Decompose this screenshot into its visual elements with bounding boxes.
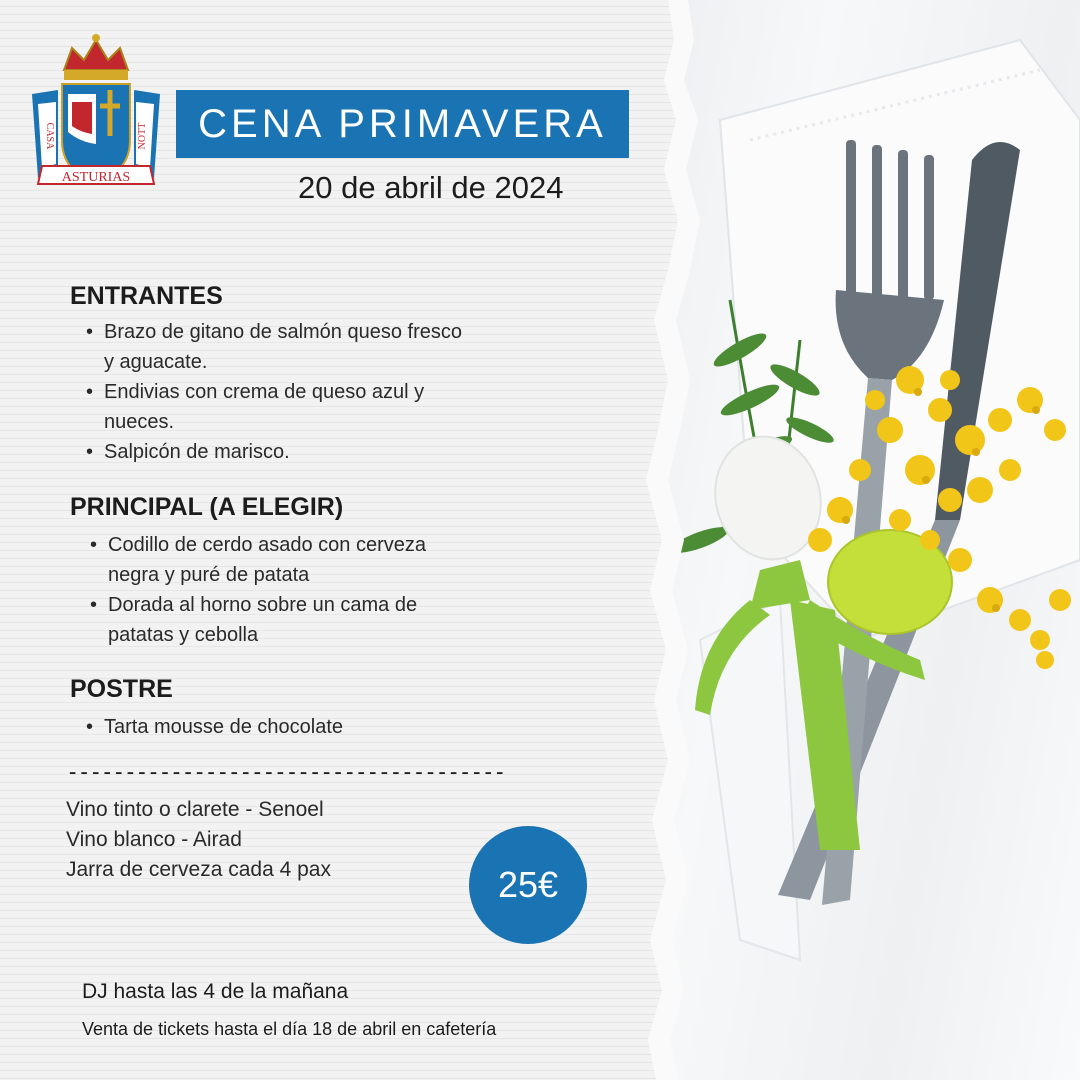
list-item-continuation: patatas y cebolla (108, 624, 259, 646)
list-principal (82, 530, 426, 650)
drink-item: Vino blanco - Airad (66, 828, 242, 851)
list-item-continuation: nueces. (104, 411, 175, 433)
list-postre (78, 712, 343, 742)
drinks-list (66, 795, 331, 885)
list-entrantes (78, 317, 462, 467)
svg-text:NOTT: NOTT (137, 122, 148, 150)
drink-item: Jarra de cerveza cada 4 pax (66, 858, 331, 881)
list-item: • Salpicón de marisco. (78, 437, 462, 467)
list-item: • Codillo de cerdo asado con cerveza (82, 530, 426, 560)
list-item-continuation: y aguacate. (104, 351, 208, 373)
dj-note: DJ hasta las 4 de la mañana (82, 980, 349, 1003)
svg-text:CASA: CASA (44, 122, 55, 150)
section-title-principal: PRINCIPAL (A ELEGIR) (70, 493, 344, 521)
price-badge (469, 826, 587, 944)
section-title-postre: POSTRE (70, 675, 173, 703)
list-item: • Endivias con crema de queso azul y (78, 377, 462, 407)
dashed-divider: -------------------------------------- (66, 760, 505, 785)
section-title-entrantes: ENTRANTES (70, 282, 223, 310)
list-item-continuation: negra y puré de patata (108, 564, 310, 586)
page-title: CENA PRIMAVERA (198, 101, 607, 146)
drink-item: Vino tinto o clarete - Senoel (66, 798, 324, 821)
title-banner (176, 90, 629, 158)
tickets-note: Venta de tickets hasta el día 18 de abril en cafetería (82, 1019, 497, 1039)
event-date: 20 de abril de 2024 (298, 170, 564, 205)
logo-banner-text: ASTURIAS (61, 170, 131, 185)
price-value: 25€ (497, 864, 559, 905)
list-item: • Tarta mousse de chocolate (78, 712, 343, 742)
list-item: • Dorada al horno sobre un cama de (82, 590, 426, 620)
list-item: • Brazo de gitano de salmón queso fresco (78, 317, 462, 347)
casa-asturias-logo (28, 32, 164, 190)
